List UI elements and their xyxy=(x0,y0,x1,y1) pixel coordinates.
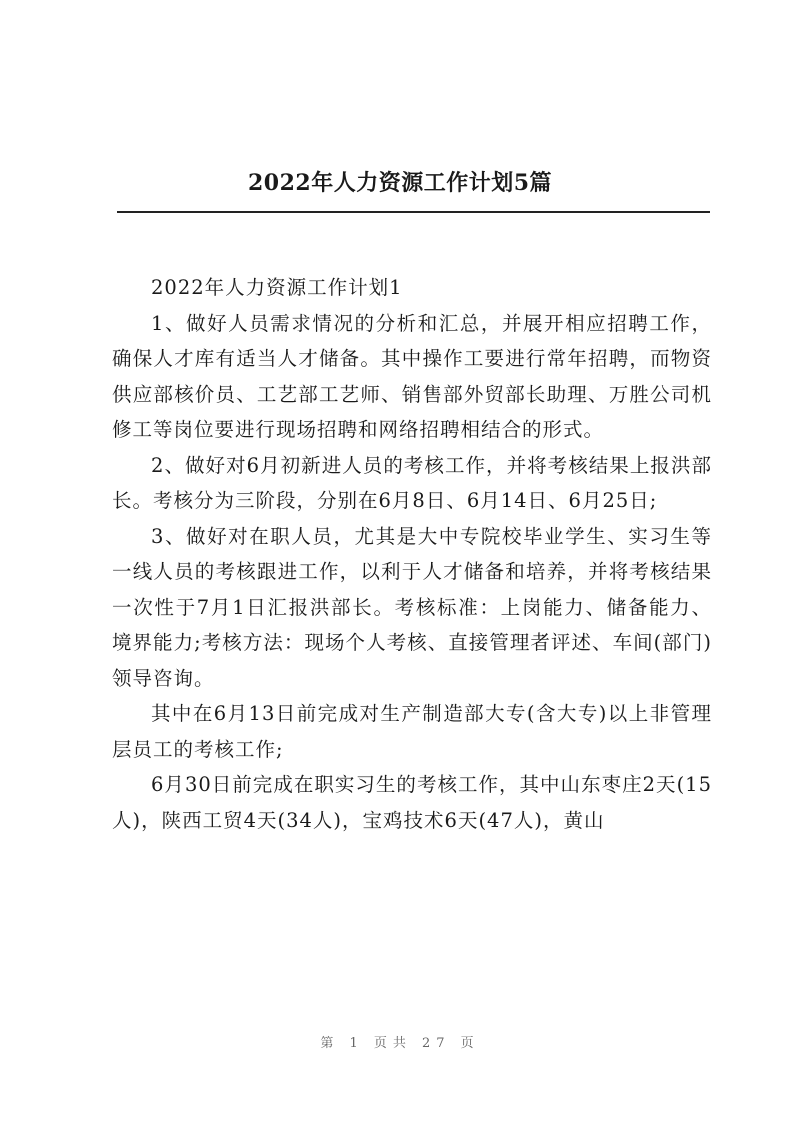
document-body xyxy=(112,270,712,838)
page-number-footer: 第 1 页共 27 页 xyxy=(320,1036,480,1051)
paragraph-note-1: 其中在6月13日前完成对生产制造部大专(含大专)以上非管理层员工的考核工作; xyxy=(112,702,712,761)
section-heading: 2022年人力资源工作计划1 xyxy=(151,276,403,299)
paragraph-note-2: 6月30日前完成在职实习生的考核工作，其中山东枣庄2天(15人)，陕西工贸4天(34人)，宝鸡技术6天(47人)，黄山 xyxy=(112,773,712,832)
paragraph-item-1: 1、做好人员需求情况的分析和汇总，并展开相应招聘工作，确保人才库有适当人才储备。其中操作工要进行常年招聘，而物资供应部核价员、工艺部工艺师、销售部外贸部长助理、万胜公司机修工等岗位要进行现场招聘和网络招聘相结合的形式。 xyxy=(112,311,712,441)
paragraph-item-2: 2、做好对6月初新进人员的考核工作，并将考核结果上报洪部长。考核分为三阶段，分别在6月8日、6月14日、6月25日; xyxy=(112,453,712,512)
document-title: 2022年人力资源工作计划5篇 xyxy=(247,170,553,196)
paragraph-item-3: 3、做好对在职人员，尤其是大中专院校毕业学生、实习生等一线人员的考核跟进工作，以利于人才储备和培养，并将考核结果一次性于7月1日汇报洪部长。考核标准：上岗能力、储备能力、境界能力;考核方法：现场个人考核、直接管理者评述、车间(部门)领导咨询。 xyxy=(112,524,712,690)
title-divider xyxy=(117,211,710,213)
